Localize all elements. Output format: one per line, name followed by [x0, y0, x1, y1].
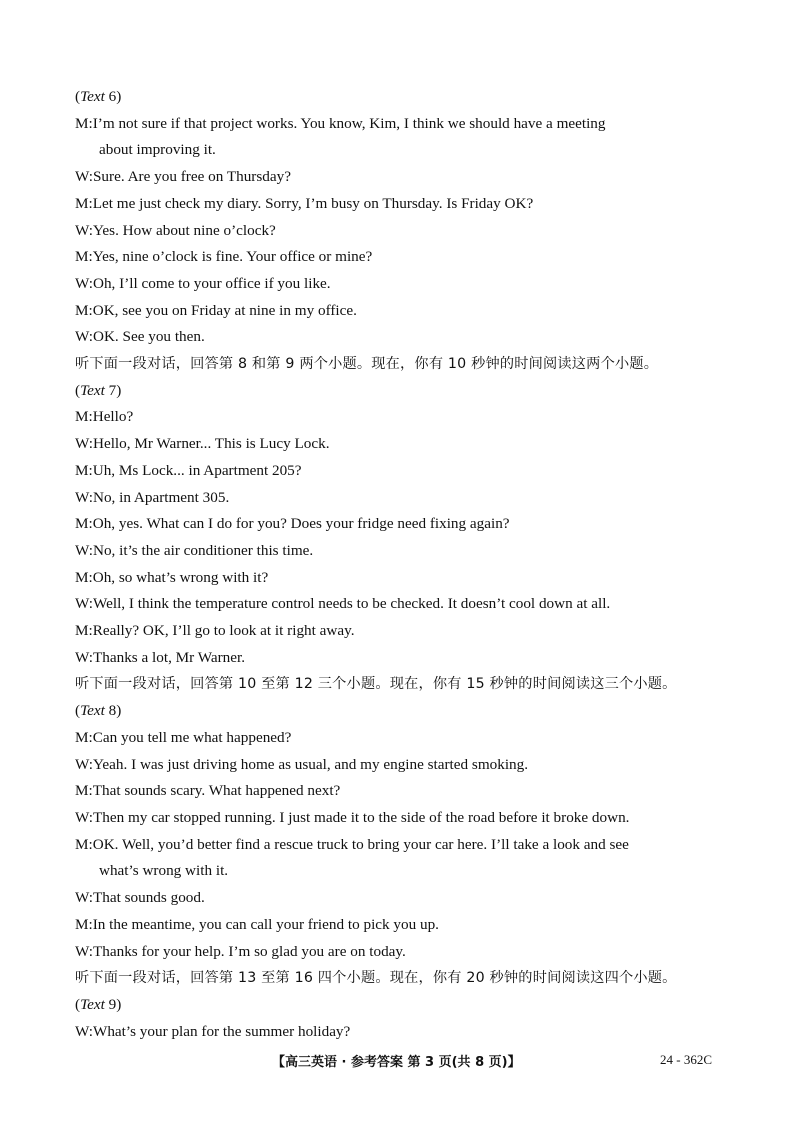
section-label-number: 6 — [104, 88, 117, 105]
instruction-line: 听下面一段对话，回答第 8 和第 9 两个小题。现在，你有 10 秒钟的时间阅读这两个小题。 — [75, 356, 659, 373]
section-label — [75, 992, 725, 1019]
paren-open: ( — [75, 88, 81, 105]
section-label-number: 7 — [104, 381, 117, 399]
section-label-name: Text — [80, 702, 105, 720]
dialogue-line: M:Really? OK, I’ll go to look at it right away. — [75, 622, 355, 640]
section-label-number: 9 — [104, 995, 117, 1013]
dialogue-line: M:Oh, so what’s wrong with it? — [75, 568, 269, 586]
dialogue-line: W:Yeah. I was just driving home as usual, and my engine started smoking. — [75, 755, 529, 773]
section-label-name: Text — [80, 88, 105, 105]
dialogue-line: M:OK, see you on Friday at nine in my office. — [75, 301, 357, 319]
dialogue-line: M:Can you tell me what happened? — [75, 728, 292, 746]
section-label-number: 8 — [104, 702, 117, 720]
dialogue-line: W:What’s your plan for the summer holiday? — [75, 1022, 351, 1040]
paren-close: ) — [116, 702, 122, 720]
dialogue-line: W:Thanks for your help. I’m so glad you are on today. — [75, 942, 406, 960]
footer-page-info: 【高三英语 · 参考答案 第 3 页(共 8 页)】 — [272, 1055, 521, 1070]
dialogue-line: M:I’m not sure if that project works. You know, Kim, I think we should have a meeting — [75, 114, 606, 132]
dialogue-line: M:That sounds scary. What happened next? — [75, 782, 341, 800]
section-label-name: Text — [80, 995, 105, 1013]
paren-open: ( — [75, 381, 81, 399]
dialogue-line: W:Oh, I’ll come to your office if you like. — [75, 274, 331, 292]
dialogue-line: M:Oh, yes. What can I do for you? Does your fridge need fixing again? — [75, 515, 510, 533]
section-label — [75, 378, 725, 405]
dialogue-continuation: what’s wrong with it. — [99, 862, 229, 880]
dialogue-line: M:In the meantime, you can call your friend to pick you up. — [75, 915, 439, 933]
dialogue-line: W:OK. See you then. — [75, 328, 205, 346]
dialogue-line: M:OK. Well, you’d better find a rescue truck to bring your car here. I’ll take a look and see — [75, 835, 629, 853]
paren-close: ) — [116, 995, 122, 1013]
dialogue-line: W:No, in Apartment 305. — [75, 488, 230, 506]
dialogue-line: W:Hello, Mr Warner... This is Lucy Lock. — [75, 435, 330, 453]
paren-close: ) — [116, 381, 122, 399]
dialogue-line: M:Let me just check my diary. Sorry, I’m busy on Thursday. Is Friday OK? — [75, 194, 534, 212]
dialogue-line: W:That sounds good. — [75, 889, 205, 907]
section-label — [75, 84, 725, 111]
page-footer — [0, 1051, 794, 1073]
paren-open: ( — [75, 702, 81, 720]
dialogue-line: M:Yes, nine o’clock is fine. Your office or mine? — [75, 248, 373, 266]
instruction-line: 听下面一段对话，回答第 10 至第 12 三个小题。现在，你有 15 秒钟的时间阅读这三个小题。 — [75, 676, 677, 693]
section-label — [75, 698, 725, 725]
dialogue-line: W:No, it’s the air conditioner this time. — [75, 541, 314, 559]
footer-exam-code: 24 - 362C — [660, 1052, 712, 1067]
transcript-body — [75, 84, 725, 1045]
paren-open: ( — [75, 995, 81, 1013]
instruction-line: 听下面一段对话，回答第 13 至第 16 四个小题。现在，你有 20 秒钟的时间阅读这四个小题。 — [75, 970, 677, 987]
dialogue-line: W:Sure. Are you free on Thursday? — [75, 168, 291, 186]
dialogue-line: W:Yes. How about nine o’clock? — [75, 221, 276, 239]
dialogue-line: W:Then my car stopped running. I just made it to the side of the road before it broke down. — [75, 808, 630, 826]
paren-close: ) — [116, 88, 122, 105]
dialogue-line: W:Well, I think the temperature control needs to be checked. It doesn’t cool down at all. — [75, 595, 611, 613]
dialogue-continuation: about improving it. — [99, 141, 216, 159]
dialogue-line: M:Uh, Ms Lock... in Apartment 205? — [75, 461, 302, 479]
dialogue-line: W:Thanks a lot, Mr Warner. — [75, 648, 246, 666]
section-label-name: Text — [80, 381, 105, 399]
dialogue-line: M:Hello? — [75, 408, 134, 426]
